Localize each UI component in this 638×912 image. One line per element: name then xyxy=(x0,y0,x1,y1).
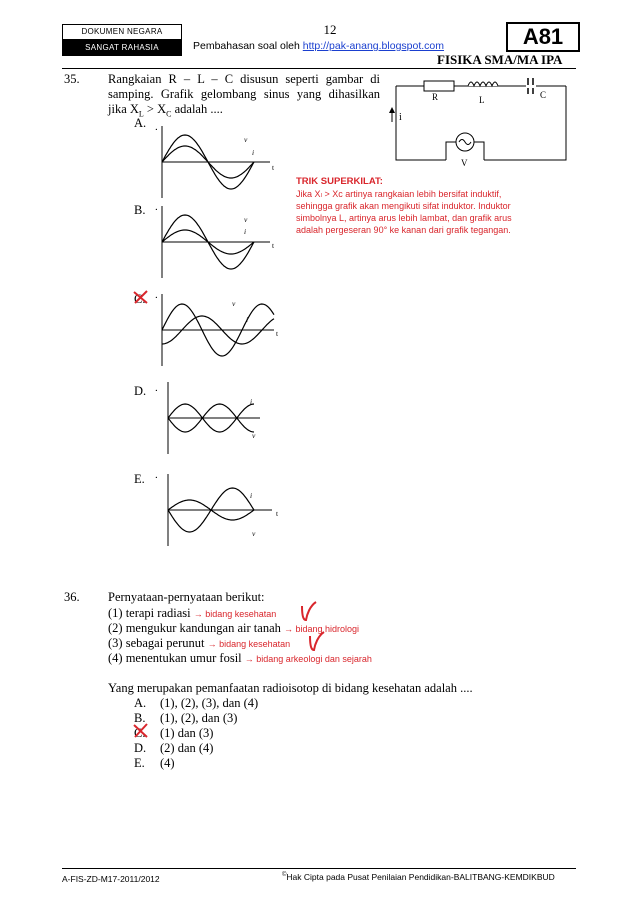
t-label: t xyxy=(276,329,279,338)
t-label: t xyxy=(272,241,275,250)
copyright-text: Hak Cipta pada Pusat Penilaian Pendidikan-BALITBANG-KEMDIKBUD xyxy=(286,872,555,882)
check-mark-3-icon xyxy=(306,630,326,652)
q36-statement xyxy=(108,606,276,622)
option-label: E. xyxy=(134,756,145,770)
circuit-c-label: C xyxy=(540,90,547,100)
q35-line1: Rangkaian R – L – C disusun seperti gambar di xyxy=(108,72,380,86)
q35-sub-c: C xyxy=(166,109,172,119)
q35-option-c-label[interactable]: C. xyxy=(134,292,146,306)
statement-note: → bidang kesehatan xyxy=(207,639,291,649)
statement-text: menentukan umur fosil xyxy=(125,651,242,665)
t-label: t xyxy=(276,509,279,518)
i-label: i xyxy=(250,397,253,406)
trick-line2: sehingga grafik akan mengikuti sifat induktor. Induktor xyxy=(296,201,511,211)
trick-line3: simbolnya L, artinya arus lebih lambat, dan grafik arus xyxy=(296,213,512,223)
copyright-symbol: © xyxy=(282,872,287,879)
q35-option-e-dot: . xyxy=(155,469,158,481)
circuit-v-label: V xyxy=(461,158,468,168)
q35-option-e-label[interactable]: E. xyxy=(134,472,145,486)
q36-statement xyxy=(108,651,372,667)
discussion-line xyxy=(193,40,444,52)
option-label: C. xyxy=(134,726,146,740)
trick-box xyxy=(296,176,566,236)
statement-note: → bidang kesehatan xyxy=(193,609,277,619)
statement-text: terapi radiasi xyxy=(125,606,191,620)
t-label: t xyxy=(272,163,275,172)
i-label: i xyxy=(250,491,253,500)
q35-option-a-graph[interactable] xyxy=(156,122,290,200)
option-label: A. xyxy=(134,696,147,710)
option-text: (1), (2), (3), dan (4) xyxy=(160,696,259,710)
secret-label: SANGAT RAHASIA xyxy=(85,43,159,52)
q35-sub-l: L xyxy=(138,109,144,119)
q35-line3 xyxy=(108,102,223,122)
exam-code-box xyxy=(506,22,580,52)
v-label: v xyxy=(232,299,236,308)
i-label: i xyxy=(252,148,255,157)
q35-option-d-label[interactable]: D. xyxy=(134,384,147,398)
q35-option-c-dot: . xyxy=(155,289,158,301)
footer-copyright xyxy=(282,872,555,882)
footer-code: A-FIS-ZD-M17-2011/2012 xyxy=(62,874,160,884)
trick-line4: adalah pergeseran 90° ke kanan dari grafik tegangan. xyxy=(296,225,511,235)
v-label: v xyxy=(244,135,248,144)
statement-note: → bidang arkeologi dan sejarah xyxy=(244,654,372,664)
q36-option-e[interactable] xyxy=(134,756,175,771)
header-divider xyxy=(62,68,576,69)
discussion-url[interactable]: http://pak-anang.blogspot.com xyxy=(302,40,445,52)
q35-line3-suffix: adalah .... xyxy=(171,102,223,116)
q35-number: 35. xyxy=(64,72,80,86)
trick-title: TRIK SUPERKILAT: xyxy=(296,176,383,187)
subject-title: FISIKA SMA/MA IPA xyxy=(437,52,563,67)
q35-option-a-label[interactable]: A. xyxy=(134,116,147,130)
v-label: v xyxy=(252,431,256,440)
secret-box xyxy=(62,40,182,56)
statement-number: (3) xyxy=(108,636,123,650)
q35-option-b-dot: . xyxy=(155,201,158,213)
option-text: (1), (2), dan (3) xyxy=(160,711,238,725)
i-label: i xyxy=(244,227,247,236)
option-label: D. xyxy=(134,741,147,755)
q35-line3-prefix: jika X xyxy=(108,102,139,116)
q35-option-a-dot: . xyxy=(155,121,158,133)
statement-number: (1) xyxy=(108,606,123,620)
circuit-i-label: i xyxy=(399,112,402,123)
option-text: (1) dan (3) xyxy=(160,726,214,740)
v-label: v xyxy=(244,215,248,224)
discussion-prefix: Pembahasan soal oleh xyxy=(193,40,303,52)
q36-option-d[interactable] xyxy=(134,741,213,756)
q36-intro: Pernyataan-pernyataan berikut: xyxy=(108,590,265,604)
q36-option-a[interactable] xyxy=(134,696,258,711)
statement-note: → bidang hidrologi xyxy=(284,624,360,634)
q35-line2: samping. Grafik gelombang sinus yang dihasilkan xyxy=(108,87,380,101)
i-label: i xyxy=(246,315,249,324)
circuit-r-label: R xyxy=(432,92,439,102)
q35-option-c-graph[interactable] xyxy=(156,290,290,370)
exam-code: A81 xyxy=(522,24,564,49)
statement-text: sebagai perunut xyxy=(125,636,205,650)
option-text: (2) dan (4) xyxy=(160,741,214,755)
rlc-circuit-diagram xyxy=(384,72,578,174)
q35-option-b-graph[interactable] xyxy=(156,202,290,280)
statement-number: (4) xyxy=(108,651,123,665)
q36-question: Yang merupakan pemanfaatan radioisotop di bidang kesehatan adalah .... xyxy=(108,681,473,695)
statement-number: (2) xyxy=(108,621,123,635)
footer-divider xyxy=(62,868,576,869)
q35-option-d-graph[interactable] xyxy=(156,378,290,456)
check-mark-1-icon xyxy=(298,600,318,622)
statement-text: mengukur kandungan air tanah xyxy=(125,621,281,635)
circuit-l-label: L xyxy=(479,95,485,105)
page-number: 12 xyxy=(323,22,337,37)
option-label: B. xyxy=(134,711,146,725)
v-label: v xyxy=(252,529,256,538)
trick-line1: Jika Xₗ > Xᴄ artinya rangkaian lebih bersifat induktif, xyxy=(296,189,502,199)
inductor-symbol xyxy=(468,82,498,86)
doc-type: DOKUMEN NEGARA xyxy=(81,27,163,36)
q35-option-b-label[interactable]: B. xyxy=(134,203,146,217)
q36-statement xyxy=(108,636,290,652)
wrong-mark-c-icon xyxy=(132,289,150,305)
doc-type-box xyxy=(62,24,182,40)
wrong-mark-36c-icon xyxy=(132,722,150,740)
resistor-symbol xyxy=(424,81,454,91)
option-text: (4) xyxy=(160,756,175,770)
q35-option-d-dot: . xyxy=(155,382,158,394)
q35-line3-mid: > X xyxy=(143,102,167,116)
q36-number: 36. xyxy=(64,590,80,604)
q35-option-e-graph[interactable] xyxy=(156,470,290,548)
